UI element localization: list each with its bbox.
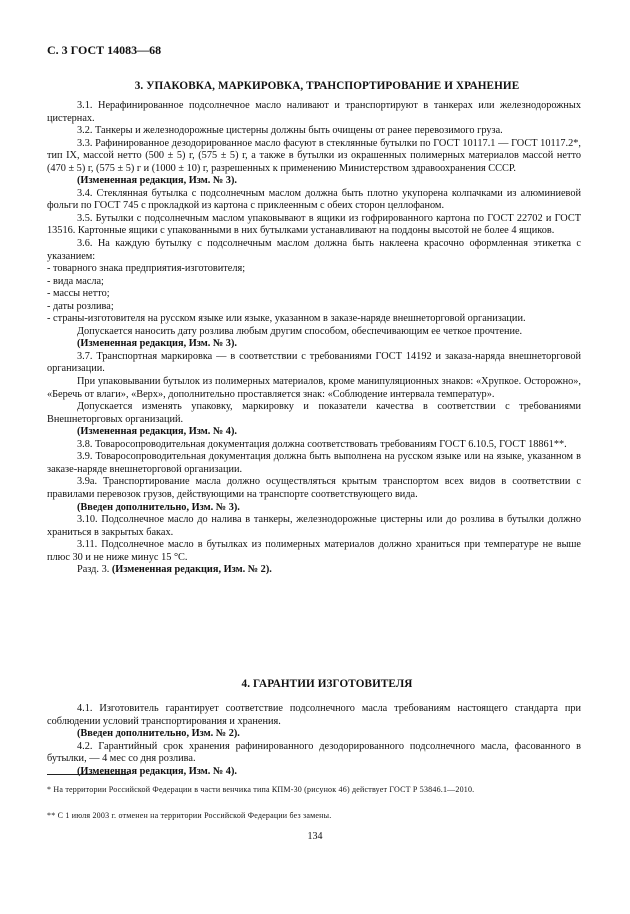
page-header: С. 3 ГОСТ 14083—68 xyxy=(47,43,162,57)
page-number: 134 xyxy=(307,831,323,842)
amendment-note: (Введен дополнительно, Изм. № 3). xyxy=(77,501,240,513)
list-item: - массы нетто; xyxy=(47,288,110,300)
para-3-8: 3.8. Товаросопроводительная документация должна соответствовать требованиям ГОСТ 6.10.5, ГОСТ 18861**. xyxy=(77,438,567,450)
para-3-11: 3.11. Подсолнечное масло в бутылках из полимерных материалов должно храниться при температуре не выше плюс 30 и не ниже минус 15 °С. xyxy=(47,539,581,563)
section-3-title: 3. УПАКОВКА, МАРКИРОВКА, ТРАНСПОРТИРОВАНИЕ И ХРАНЕНИЕ xyxy=(134,80,520,92)
list-item: - товарного знака предприятия-изготовителя; xyxy=(47,263,246,275)
amendment-note: (Измененная редакция, Изм. № 4). xyxy=(77,765,237,777)
para-3-2: 3.2. Танкеры и железнодорожные цистерны должны быть очищены от ранее перевозимого груза. xyxy=(77,125,503,137)
para-3-7-polymer: При упаковывании бутылок из полимерных материалов, кроме манипуляционных знаков: «Хрупкое. Осторожно», «Беречь от влаги», «Верх», дополнительно проставляется знак: «Соблюдение интервала температур». xyxy=(47,376,581,400)
section-3-body xyxy=(47,100,581,577)
para-3-3: 3.3. Рафинированное дезодорированное масло фасуют в стеклянные бутылки по ГОСТ 10117.1 — ГОСТ 10117.2*, тип IX, массой нетто (500 ± 5) г, (575 ± 5) г, а также в бутылки из окрашенных полимерных материалов массой нетто (470 ± 5) г, (575 ± 5) г и (1000 ± 10) г, разрешенных к применению Министерством здравоохранения СССР. xyxy=(47,137,581,174)
para-3-7: 3.7. Транспортная маркировка — в соответствии с требованиями ГОСТ 14192 и заказа-наряда внешнеторговой организации. xyxy=(47,350,581,375)
amendment-note: (Измененная редакция, Изм. № 3). xyxy=(77,338,237,350)
para-date-note: Допускается наносить дату розлива любым другим способом, обеспечивающим ее четкое прочтение. xyxy=(77,325,523,337)
para-3-5: 3.5. Бутылки с подсолнечным маслом упаковывают в ящики из гофрированного картона по ГОСТ 22702 и ГОСТ 13516. Картонные ящики с упакованными в них бутылками устанавливают на поддоны высотой не более 4 ящиков. xyxy=(47,212,581,237)
amendment-note: (Измененная редакция, Изм. № 3). xyxy=(77,175,237,187)
footnote-divider xyxy=(47,774,129,775)
amendment-note: (Измененная редакция, Изм. № 4). xyxy=(77,426,237,438)
section-ref: Разд. 3. xyxy=(77,564,110,576)
list-item: - страны-изготовителя на русском языке или языке, указанном в заказе-наряде внешнеторговой организации. xyxy=(47,313,526,325)
para-3-7-change: Допускается изменять упаковку, маркировку и показатели качества в соответствии с требованиями Внешнеторговых организаций. xyxy=(47,401,581,425)
para-3-6: 3.6. На каждую бутылку с подсолнечным маслом должна быть наклеена красочно оформленная этикетка с указанием: xyxy=(47,238,581,262)
footnote-1: * На территории Российской Федерации в части венчика типа КПМ-30 (рисунок 46) действует ГОСТ Р 53846.1—2010. xyxy=(47,785,475,794)
section-4-body xyxy=(47,703,581,778)
para-3-4: 3.4. Стеклянная бутылка с подсолнечным маслом должна быть плотно укупорена колпачками из алюминиевой фольги по ГОСТ 745 с прокладкой из картона с приклеенным с обеих сторон целлофаном. xyxy=(47,187,581,212)
para-4-2: 4.2. Гарантийный срок хранения рафинированного дезодорированного подсолнечного масла, фасованного в бутылки, — 4 мес со дня розлива. xyxy=(47,740,581,765)
para-4-1: 4.1. Изготовитель гарантирует соответствие подсолнечного масла требованиям настоящего стандарта при соблюдении условий транспортирования и хранения. xyxy=(47,703,581,727)
para-3-10: 3.10. Подсолнечное масло до налива в танкеры, железнодорожные цистерны или до розлива в бутылки должно храниться в закрытых баках. xyxy=(47,514,581,538)
amendment-note: (Введен дополнительно, Изм. № 2). xyxy=(77,728,240,740)
para-3-1: 3.1. Нерафинированное подсолнечное масло наливают и транспортируют в танкерах или железнодорожных цистернах. xyxy=(47,100,581,124)
section-4-title: 4. ГАРАНТИИ ИЗГОТОВИТЕЛЯ xyxy=(241,678,413,690)
list-item: - вида масла; xyxy=(47,275,104,287)
para-3-9: 3.9. Товаросопроводительная документация должна быть выполнена на русском языке или на языке, указанном в заказе-наряде внешнеторговой организации. xyxy=(47,451,581,475)
section-3-closing xyxy=(47,564,581,577)
amendment-note: (Измененная редакция, Изм. № 2). xyxy=(111,564,272,576)
footnote-2: ** С 1 июля 2003 г. отменен на территории Российской Федерации без замены. xyxy=(47,811,332,820)
list-item: - даты розлива; xyxy=(47,300,114,312)
para-3-9a: 3.9а. Транспортирование масла должно осуществляться крытым транспортом всех видов в соответствии с правилами перевозок грузов, действующими на транспорте соответствующего вида. xyxy=(47,476,581,500)
